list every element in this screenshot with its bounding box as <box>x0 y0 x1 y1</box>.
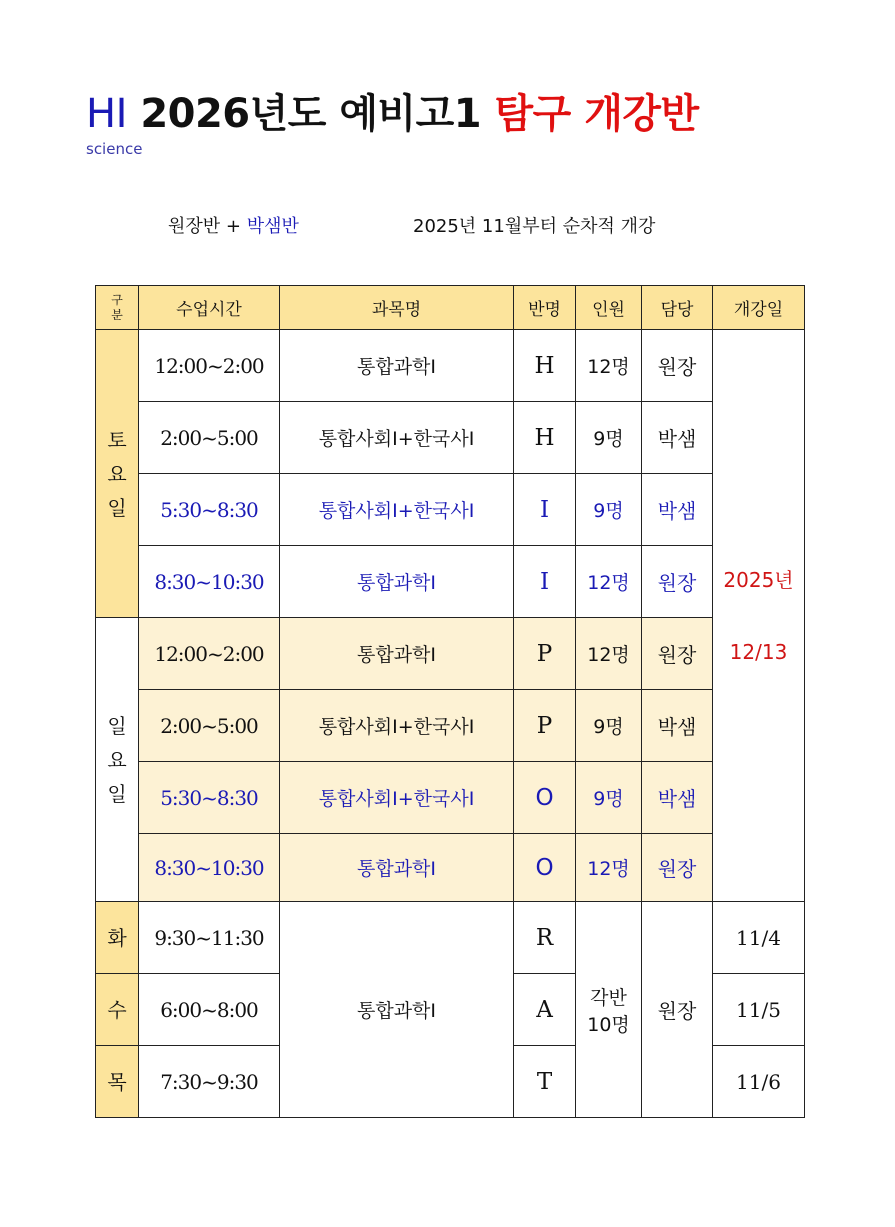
table-row <box>96 474 805 546</box>
open-cell: 11/6 <box>713 1046 805 1118</box>
title-prefix: HI <box>86 91 127 137</box>
open-date: 12/13 <box>729 639 788 664</box>
count-cell: 9명 <box>576 474 642 546</box>
count-cell: 12명 <box>576 546 642 618</box>
header-count: 인원 <box>576 286 642 330</box>
time-cell: 8:30~10:30 <box>139 834 280 902</box>
teacher-cell: 원장 <box>642 834 713 902</box>
class-cell: O <box>514 834 576 902</box>
table-row <box>96 402 805 474</box>
class-cell: A <box>514 974 576 1046</box>
open-cell: 11/4 <box>713 902 805 974</box>
open-cell: 11/5 <box>713 974 805 1046</box>
class-cell: H <box>514 330 576 402</box>
table-row <box>96 762 805 834</box>
subject-cell: 통합과학Ⅰ <box>280 330 514 402</box>
teacher-cell: 원장 <box>642 618 713 690</box>
subject-cell: 통합과학Ⅰ <box>280 546 514 618</box>
subject-cell: 통합과학Ⅰ <box>280 834 514 902</box>
count-cell: 9명 <box>576 402 642 474</box>
day-thursday: 목 <box>96 1046 139 1118</box>
class-cell: H <box>514 402 576 474</box>
count-cell: 12명 <box>576 330 642 402</box>
time-cell: 12:00~2:00 <box>139 330 280 402</box>
day-wednesday: 수 <box>96 974 139 1046</box>
time-cell: 5:30~8:30 <box>139 474 280 546</box>
day-sunday <box>96 618 139 902</box>
header-teacher: 담당 <box>642 286 713 330</box>
intro-highlight: 박샘반 <box>246 216 299 237</box>
subject-cell: 통합과학Ⅰ <box>280 618 514 690</box>
header-group <box>96 286 139 330</box>
class-cell: T <box>514 1046 576 1118</box>
time-cell: 5:30~8:30 <box>139 762 280 834</box>
teacher-cell: 박샘 <box>642 474 713 546</box>
intro-label: 원장반 + <box>168 216 241 237</box>
table-row <box>96 546 805 618</box>
day-saturday <box>96 330 139 618</box>
table-row <box>96 902 805 974</box>
header-open: 개강일 <box>713 286 805 330</box>
teacher-cell: 박샘 <box>642 690 713 762</box>
time-cell: 8:30~10:30 <box>139 546 280 618</box>
weekday-teacher: 원장 <box>642 902 713 1118</box>
header-row <box>96 286 805 330</box>
subtitle: science <box>86 140 143 158</box>
class-cell: P <box>514 618 576 690</box>
title-highlight: 탐구 개강반 <box>494 91 699 137</box>
time-cell: 2:00~5:00 <box>139 402 280 474</box>
time-cell: 7:30~9:30 <box>139 1046 280 1118</box>
time-cell: 2:00~5:00 <box>139 690 280 762</box>
time-cell: 9:30~11:30 <box>139 902 280 974</box>
page-title <box>86 82 699 139</box>
table-row <box>96 618 805 690</box>
header-subject: 과목명 <box>280 286 514 330</box>
class-cell: I <box>514 474 576 546</box>
class-cell: R <box>514 902 576 974</box>
intro-line <box>168 212 299 238</box>
header-time: 수업시간 <box>139 286 280 330</box>
weekday-count <box>576 902 642 1118</box>
time-cell: 12:00~2:00 <box>139 618 280 690</box>
teacher-cell: 박샘 <box>642 402 713 474</box>
count-cell: 12명 <box>576 618 642 690</box>
subject-cell: 통합사회Ⅰ+한국사Ⅰ <box>280 762 514 834</box>
weekend-open-date <box>713 330 805 902</box>
subject-cell: 통합사회Ⅰ+한국사Ⅰ <box>280 690 514 762</box>
teacher-cell: 박샘 <box>642 762 713 834</box>
time-cell: 6:00~8:00 <box>139 974 280 1046</box>
table-row <box>96 834 805 902</box>
count-cell: 9명 <box>576 690 642 762</box>
open-year: 2025년 <box>723 567 794 592</box>
day-tuesday: 화 <box>96 902 139 974</box>
subject-cell: 통합사회Ⅰ+한국사Ⅰ <box>280 474 514 546</box>
weekday-subject: 통합과학Ⅰ <box>280 902 514 1118</box>
intro-date: 2025년 11월부터 순차적 개강 <box>413 216 656 237</box>
table-row <box>96 330 805 402</box>
header-class: 반명 <box>514 286 576 330</box>
day-label: 토 요 일 <box>107 427 127 520</box>
header-group-label: 구 분 <box>111 292 123 322</box>
day-label: 일 요 일 <box>107 713 127 806</box>
class-cell: P <box>514 690 576 762</box>
teacher-cell: 원장 <box>642 546 713 618</box>
teacher-cell: 원장 <box>642 330 713 402</box>
schedule-table <box>95 285 805 1118</box>
count-cell: 12명 <box>576 834 642 902</box>
weekday-count-label: 각반 10명 <box>587 986 630 1036</box>
subject-cell: 통합사회Ⅰ+한국사Ⅰ <box>280 402 514 474</box>
count-cell: 9명 <box>576 762 642 834</box>
title-main: 2026년도 예비고1 <box>140 91 482 137</box>
class-cell: O <box>514 762 576 834</box>
table-row <box>96 690 805 762</box>
class-cell: I <box>514 546 576 618</box>
